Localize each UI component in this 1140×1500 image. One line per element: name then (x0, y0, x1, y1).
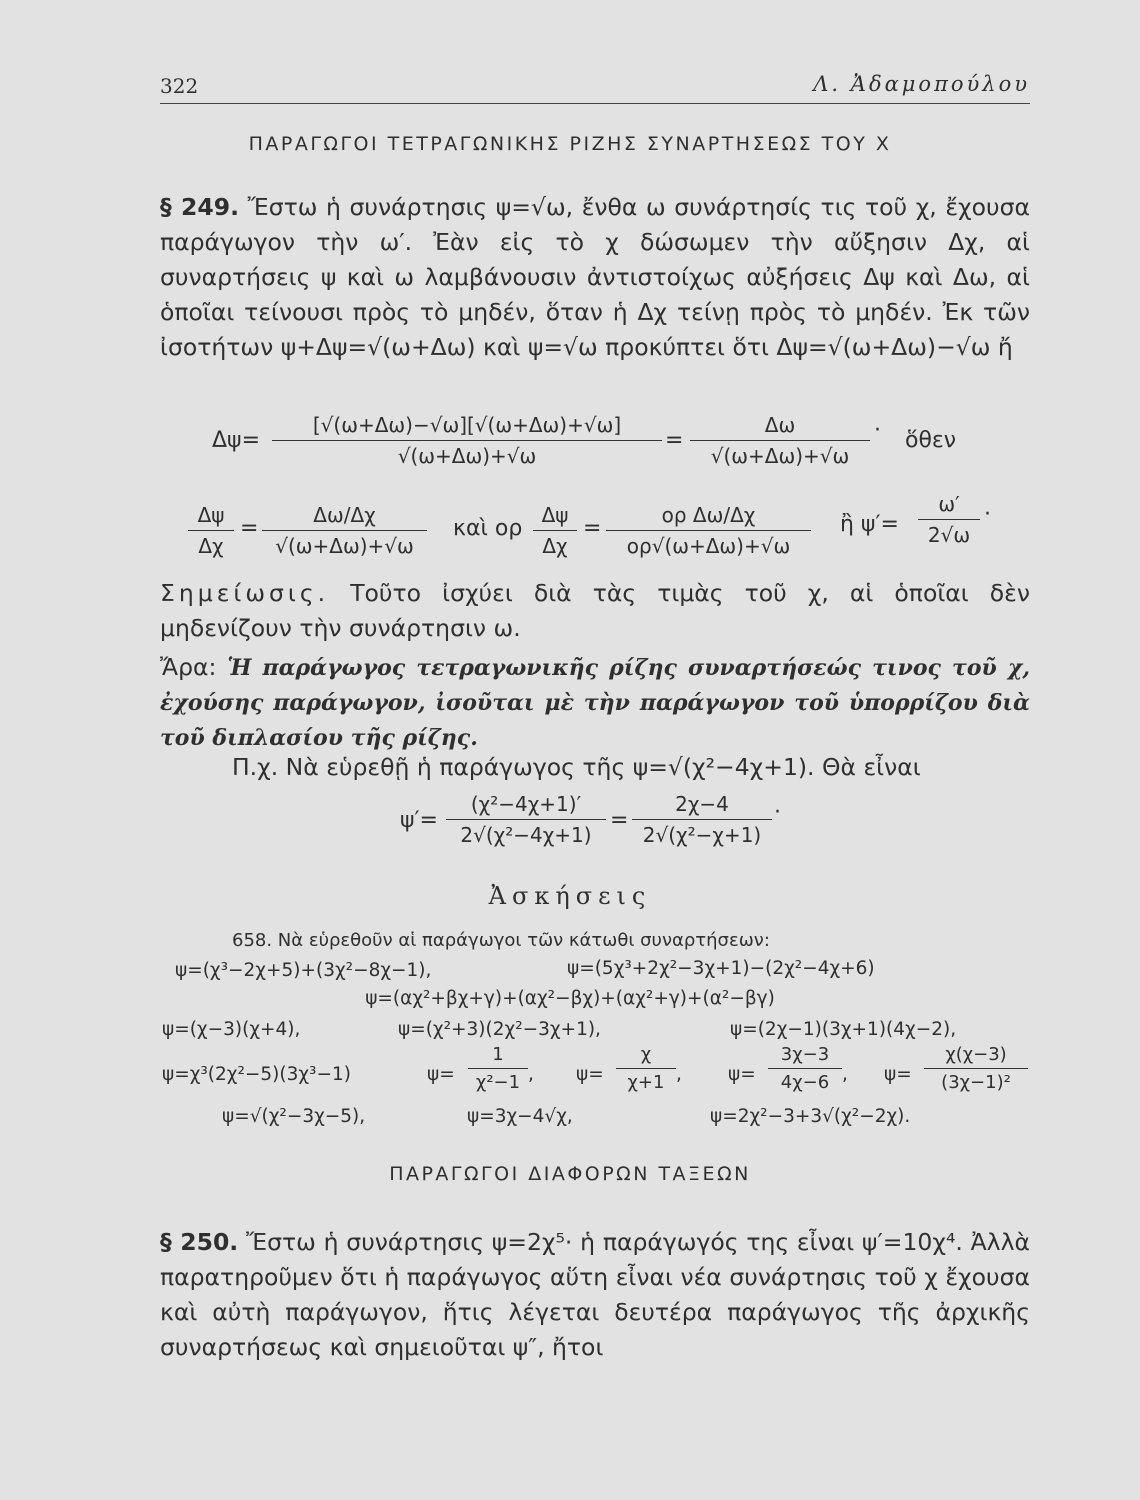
eq2-dot: · (984, 502, 991, 527)
eq2-result-numerator: ω′ (918, 492, 980, 520)
theorem-text: Ἡ παράγωγος τετραγωνικῆς ρίζης συναρτήσεώς τινος τοῦ χ, ἐχούσης παράγωγον, ἰσοῦται μὲ τὴν παράγωγον τοῦ ὑπορρίζου διὰ τοῦ διπλασίου τῆς ρίζης. (160, 655, 1030, 751)
section-number-250: § 250. (160, 1228, 239, 1256)
eq1-numerator-2: Δω (690, 413, 870, 441)
exercise-line4-d-numerator: 3χ−3 (768, 1044, 842, 1069)
eq2-denominator-2: ορ√(ω+Δω)+√ω (626, 534, 791, 558)
eq1-dot: · (874, 418, 881, 443)
paragraph-249-text: Ἔστω ἡ συνάρτησις ψ=√ω, ἔνθα ω συνάρτησίς τις τοῦ χ, ἔχουσα παράγωγον τὴν ω′. Ἐὰν εἰς τὸ χ δώσωμεν τὴν αὔξησιν Δχ, αἱ συναρτήσεις ψ καὶ ω λαμβάνουσιν ἀντιστοίχως αὐξήσεις Δψ καὶ Δω, αἱ ὁποῖαι τείνουσι πρὸς τὸ μηδέν, ὅταν ἡ Δχ τείνῃ πρὸς τὸ μηδέν. Ἐκ τῶν ἰσοτήτων ψ+Δψ=√(ω+Δω) καὶ ψ=√ω προκύπτει ὅτι Δψ=√(ω+Δω)−√ω ἤ (160, 193, 1030, 361)
exercise-line4-c-fraction (616, 1044, 676, 1093)
header-rule (160, 103, 1030, 104)
eq1-othen: ὅθεν (905, 428, 957, 453)
paragraph-250 (160, 1225, 1030, 1365)
eq2-kai-limit: καὶ ορ (453, 516, 523, 541)
eq2-result-denominator: 2√ω (927, 523, 971, 547)
eq2-mid-denominator: Δχ (542, 534, 568, 558)
exercise-658-intro: 658. Νὰ εὑρεθοῦν αἱ παράγωγοι τῶν κάτωθι συναρτήσεων: (232, 930, 770, 951)
eq2-equals-2: = (583, 516, 602, 541)
example-equals: = (610, 808, 629, 833)
note-label: Σημείωσις. (160, 579, 330, 607)
exercise-line4-c-denominator: χ+1 (627, 1072, 665, 1093)
exercise-line5-a: ψ=√(χ²−3χ−5), (222, 1106, 366, 1127)
section-heading-square-root: ΠΑΡΑΓΩΓΟΙ ΤΕΤΡΑΓΩΝΙΚΗΣ ΡΙΖΗΣ ΣΥΝΑΡΤΗΣΕΩΣ ΤΟΥ Χ (248, 133, 892, 155)
eq2-mid-numerator: Δψ (533, 503, 577, 531)
exercise-line4-e-numerator: χ(χ−3) (924, 1044, 1028, 1069)
eq2-fraction (262, 503, 427, 558)
example-numerator: (χ²−4χ+1)′ (446, 792, 606, 820)
exercise-line3-b: ψ=(χ²+3)(2χ²−3χ+1), (398, 1019, 601, 1040)
eq2-lhs-fraction (188, 503, 234, 558)
exercise-line4-e-lhs: ψ= (884, 1064, 912, 1085)
exercise-line4-b-fraction (468, 1044, 528, 1093)
example-denominator: 2√(χ²−4χ+1) (460, 823, 592, 847)
note-paragraph (160, 576, 1030, 646)
exercise-line4-d-lhs: ψ= (728, 1064, 756, 1085)
eq2-fraction-2 (606, 503, 811, 558)
section-heading-higher-derivatives: ΠΑΡΑΓΩΓΟΙ ΔΙΑΦΟΡΩΝ ΤΑΞΕΩΝ (389, 1163, 751, 1185)
exercise-line2: ψ=(αχ²+βχ+γ)+(αχ²−βχ)+(αχ²+γ)+(α²−βγ) (365, 988, 775, 1009)
exercise-line5-c: ψ=2χ²−3+3√(χ²−2χ). (710, 1106, 911, 1127)
eq2-result-fraction (918, 492, 980, 547)
example-paragraph: Π.χ. Νὰ εὑρεθῇ ἡ παράγωγος τῆς ψ=√(χ²−4χ+1). Θὰ εἶναι (232, 753, 921, 781)
exercise-line4-d-fraction (768, 1044, 842, 1093)
eq2-or-derivative: ἢ ψ′= (840, 512, 899, 537)
running-head-author: Λ. Ἀδαμοπούλου (813, 72, 1030, 96)
exercise-line4-e-denominator: (3χ−1)² (941, 1072, 1011, 1093)
exercise-line4-a: ψ=χ³(2χ²−5)(3χ³−1) (162, 1064, 351, 1085)
example-denominator-2: 2√(χ²−χ+1) (642, 823, 762, 847)
paragraph-250-text: Ἔστω ἡ συνάρτησις ψ=2χ⁵· ἡ παράγωγός της εἶναι ψ′=10χ⁴. Ἀλλὰ παρατηροῦμεν ὅτι ἡ παράγωγος αὕτη εἶναι νέα συνάρτησις τοῦ χ ἔχουσα καὶ αὐτὴ παράγωγον, ἥτις λέγεται δευτέρα παράγωγος τῆς ἀρχικῆς συναρτήσεως καὶ σημειοῦται ψ″, ἤτοι (160, 1228, 1030, 1361)
eq1-denominator: √(ω+Δω)+√ω (397, 444, 537, 468)
exercise-line4-c-comma: , (676, 1064, 682, 1085)
ara-label: Ἄρα: (160, 653, 217, 681)
exercise-line3-a: ψ=(χ−3)(χ+4), (162, 1019, 301, 1040)
exercise-line4-c-lhs: ψ= (576, 1064, 604, 1085)
exercise-line5-b: ψ=3χ−4√χ, (467, 1106, 573, 1127)
eq1-fraction (272, 413, 662, 468)
exercise-line4-b-denominator: χ²−1 (475, 1072, 521, 1093)
paragraph-249 (160, 190, 1030, 365)
eq2-numerator-2: ορ Δω/Δχ (606, 503, 811, 531)
exercise-line3-c: ψ=(2χ−1)(3χ+1)(4χ−2), (730, 1019, 957, 1040)
eq1-lhs: Δψ= (212, 428, 260, 453)
eq1-denominator-2: √(ω+Δω)+√ω (710, 444, 850, 468)
eq1-equals: = (665, 428, 684, 453)
exercise-line1-a: ψ=(χ³−2χ+5)+(3χ²−8χ−1), (175, 960, 432, 981)
eq2-numerator: Δω/Δχ (262, 503, 427, 531)
exercise-line4-d-comma: , (842, 1064, 848, 1085)
eq2-lhs-denominator: Δχ (198, 534, 224, 558)
eq2-mid-fraction (533, 503, 577, 558)
eq2-equals: = (240, 516, 259, 541)
exercise-line4-b-comma: , (528, 1064, 534, 1085)
theorem-paragraph (160, 650, 1030, 755)
example-dot: · (774, 800, 781, 825)
eq2-lhs-numerator: Δψ (188, 503, 234, 531)
page-number: 322 (160, 74, 199, 98)
eq2-denominator: √(ω+Δω)+√ω (275, 534, 414, 558)
example-fraction (446, 792, 606, 847)
example-lhs: ψ′= (400, 808, 438, 833)
exercise-line4-b-lhs: ψ= (427, 1064, 455, 1085)
exercise-line4-c-numerator: χ (616, 1044, 676, 1069)
section-number-249: § 249. (160, 193, 240, 221)
exercise-line4-e-fraction (924, 1044, 1028, 1093)
note-text: Τοῦτο ἰσχύει διὰ τὰς τιμὰς τοῦ χ, αἱ ὁποῖαι δὲν μηδενίζουν τὴν συνάρτησιν ω. (160, 579, 1030, 642)
eq1-fraction-2 (690, 413, 870, 468)
exercise-line4-b-numerator: 1 (468, 1044, 528, 1069)
exercise-line1-b: ψ=(5χ³+2χ²−3χ+1)−(2χ²−4χ+6) (567, 958, 875, 979)
example-numerator-2: 2χ−4 (632, 792, 772, 820)
exercise-line4-d-denominator: 4χ−6 (780, 1072, 830, 1093)
eq1-numerator: [√(ω+Δω)−√ω][√(ω+Δω)+√ω] (272, 413, 662, 441)
exercises-title: Ἀσκήσεις (488, 882, 652, 910)
example-fraction-2 (632, 792, 772, 847)
